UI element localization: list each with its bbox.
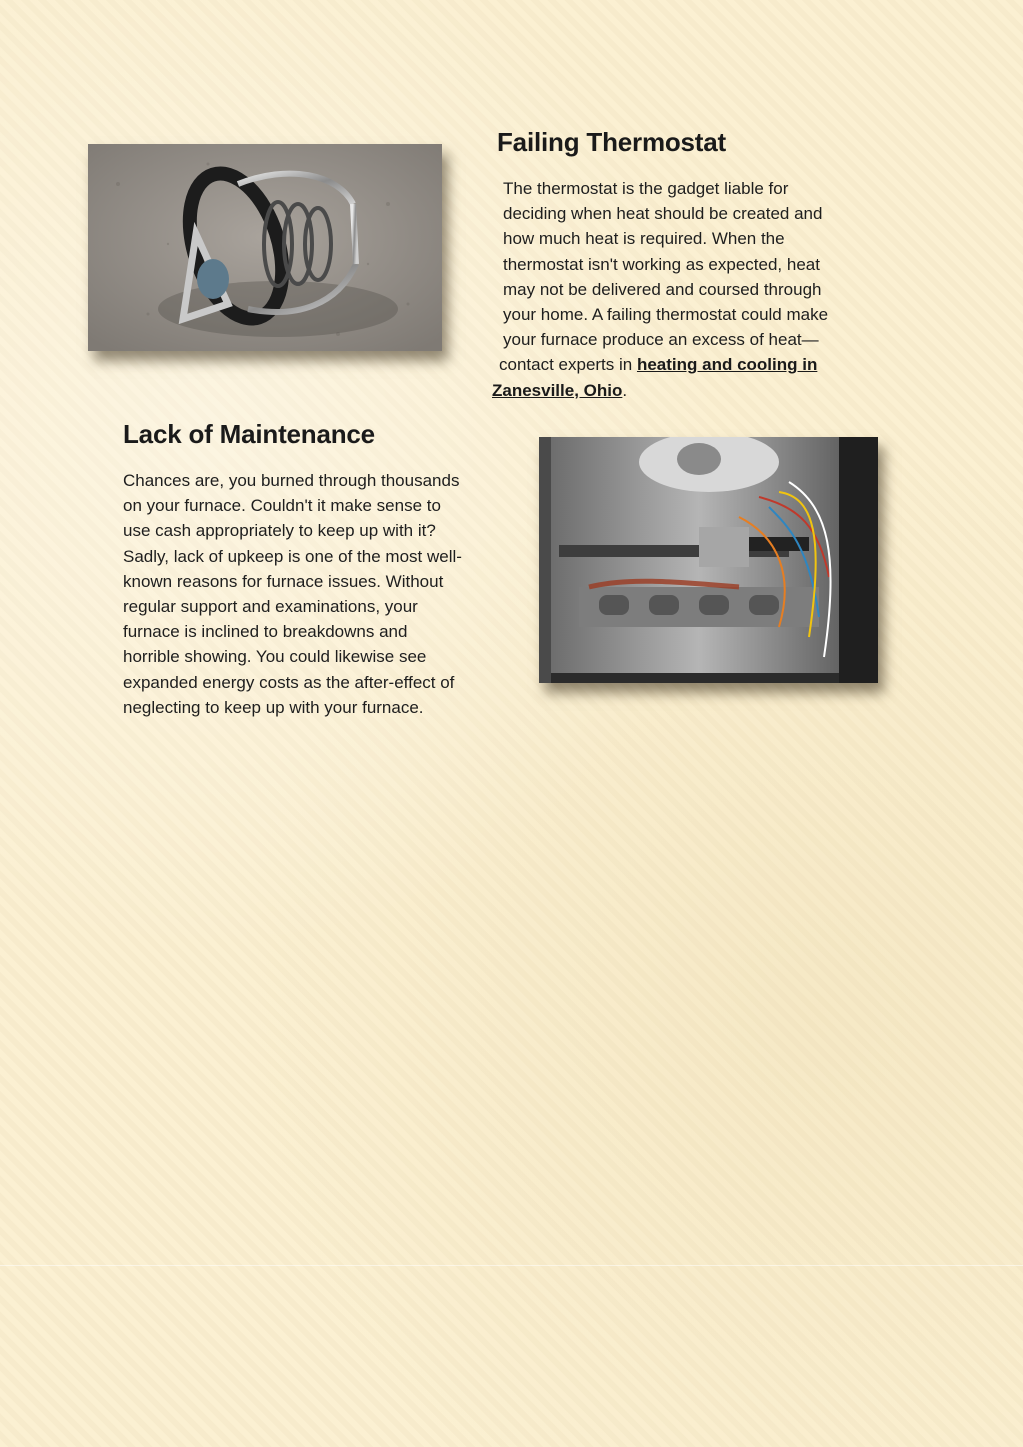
page-divider: [0, 1265, 1023, 1266]
text-line: neglecting to keep up with your furnace.: [123, 697, 424, 717]
trailing-period: .: [622, 380, 628, 400]
text-line: may not be delivered and coursed through: [503, 279, 822, 299]
text-line: your furnace produce an excess of heat—: [503, 330, 819, 350]
text-line: known reasons for furnace issues. Without: [123, 571, 444, 591]
text-line: thermostat isn't working as expected, heat: [503, 254, 820, 274]
contact-prefix: contact experts in: [499, 355, 637, 375]
text-line: [499, 352, 828, 377]
thermostat-photo: [88, 144, 442, 351]
text-line: Chances are, you burned through thousands: [123, 471, 460, 490]
text-line: deciding when heat should be created and: [503, 204, 823, 224]
furnace-image: [539, 437, 878, 683]
text-line: your home. A failing thermostat could make: [503, 305, 829, 325]
text-line: furnace is inclined to breakdowns and: [123, 622, 408, 642]
heading-failing-thermostat: Failing Thermostat: [497, 127, 726, 157]
text-line: on your furnace. Couldn't it make sense to: [123, 496, 441, 516]
text-line: horrible showing. You could likewise see: [123, 647, 427, 667]
text-line: Sadly, lack of upkeep is one of the most well-: [123, 546, 462, 566]
text-line: The thermostat is the gadget liable for: [503, 179, 789, 198]
thermostat-image: [88, 144, 442, 351]
paragraph-failing-thermostat: [492, 176, 829, 403]
heading-lack-of-maintenance: Lack of Maintenance: [123, 419, 375, 449]
text-line: expanded energy costs as the after-effect of: [123, 672, 455, 692]
heating-cooling-link[interactable]: heating and cooling in: [636, 355, 818, 375]
text-line: regular support and examinations, your: [123, 597, 418, 617]
paragraph-lack-of-maintenance: [123, 468, 462, 720]
text-line: how much heat is required. When the: [503, 229, 785, 249]
text-line: [492, 378, 828, 403]
text-line: use cash appropriately to keep up with it?: [123, 521, 436, 541]
furnace-photo: [539, 437, 878, 683]
zanesville-ohio-link[interactable]: Zanesville, Ohio: [492, 380, 623, 400]
